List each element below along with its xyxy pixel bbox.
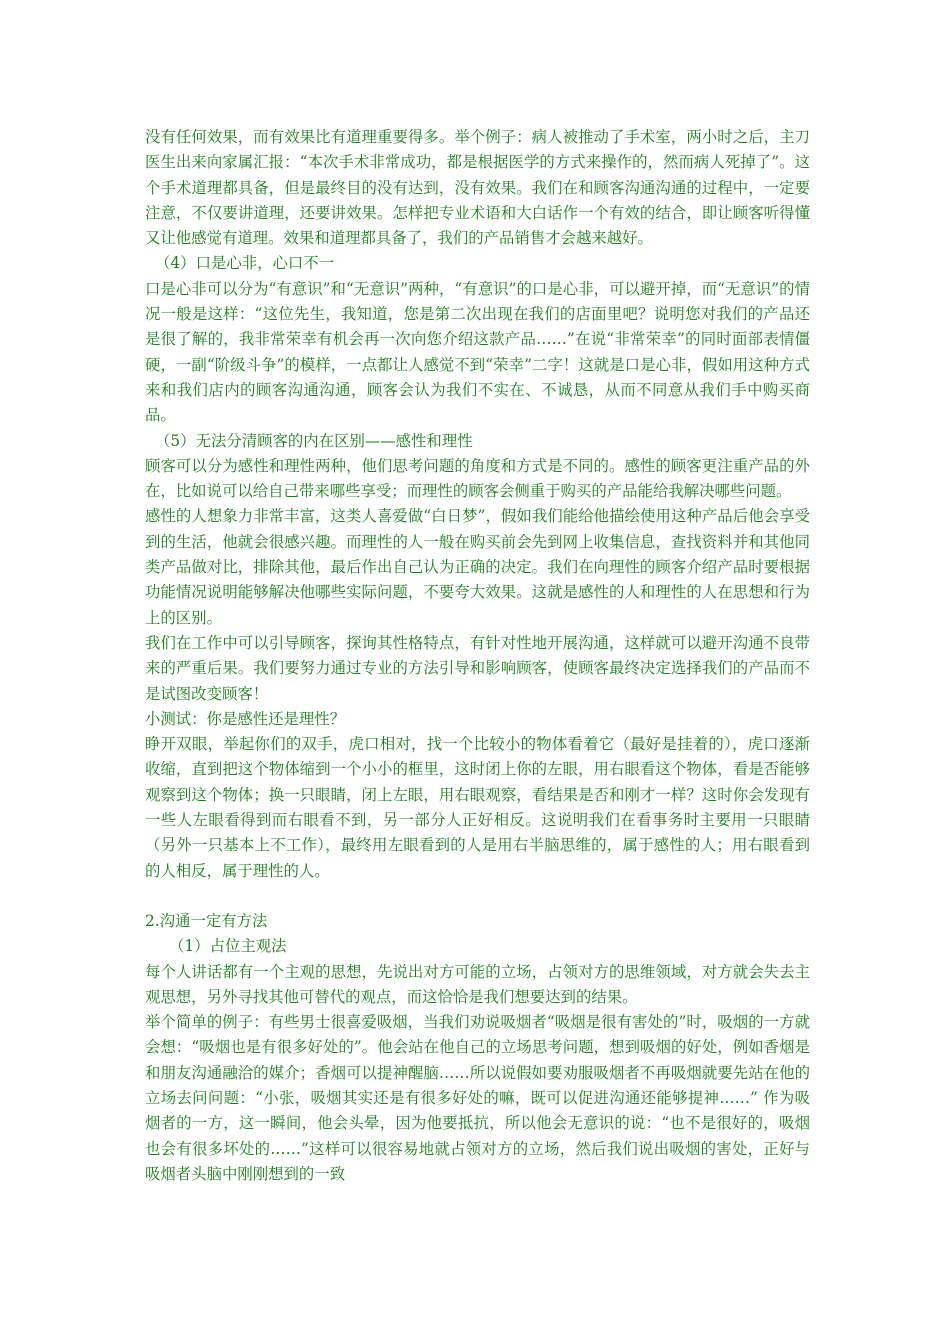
paragraph-smoking-example: 举个简单的例子：有些男士很喜爱吸烟，当我们劝说吸烟者“吸烟是很有害处的”时，吸烟的一方就会想：“吸烟也是有很多好处的”。他会站在他自己的立场思考问题，想到吸烟的好处，例如香烟是和朋友沟通融洽的媒介；香烟可以提神醒脑……所以说假如要劝服吸烟者不再吸烟就要先站在他的立场去问问题：“小张，吸烟其实还是有很多好处的嘛，既可以促进沟通还能够提神……” 作为吸烟者的一方，这一瞬间，他会头晕，因为他要抵抗，所以他会无意识的说：“也不是很好的，吸烟也会有很多坏处的……”这样可以很容易地就占领对方的立场，然后我们说出吸烟的害处，正好与吸烟者头脑中刚刚想到的一致 <box>145 1013 810 1183</box>
paragraph-guide-customers: 我们在工作中可以引导顾客，探询其性格特点，有针对性地开展沟通，这样就可以避开沟通不良带来的严重后果。我们要努力通过专业的方法引导和影响顾客，使顾客最终决定选择我们的产品而不是试图改变顾客！ <box>145 633 810 703</box>
paragraph-insincerity: 口是心非可以分为“有意识”和“无意识”两种，“有意识”的口是心非，可以避开掉，而“无意识”的情况一般是这样：“这位先生，我知道，您是第二次出现在我们的店面里吧？说明您对我们的产品还是很了解的，我非常荣幸有机会再一次向您介绍这款产品……”在说“非常荣幸”的同时面部表情僵硬，一副“阶级斗争”的模样，一点都让人感觉不到“荣幸”二字！这就是口是心非，假如用这种方式来和我们店内的顾客沟通沟通，顾客会认为我们不实在、不诚恳，从而不同意从我们手中购买商品。 <box>145 279 810 425</box>
section-heading-2: 2.沟通一定有方法 <box>145 911 268 930</box>
paragraph-subjective-position: 每个人讲话都有一个主观的思想，先说出对方可能的立场，占领对方的思维领域，对方就会失去主观思想，另外寻找其他可替代的观点，而这恰恰是我们想要达到的结果。 <box>145 962 810 1006</box>
paragraph-emotional-vs-rational: 感性的人想象力非常丰富，这类人喜爱做“白日梦”，假如我们能给他描绘使用这种产品后他会享受到的生活，他就会很感兴趣。而理性的人一般在购买前会先到网上收集信息，查找资料并和其他同类产品做对比，排除其他，最后作出自己认为正确的决定。我们在向理性的顾客介绍产品时要根据功能情况说明能够解决他哪些实际问题，不要夸大效果。这就是感性的人和理性的人在思想和行为上的区别。 <box>145 507 810 627</box>
paragraph-customer-types: 顾客可以分为感性和理性两种，他们思考问题的角度和方式是不同的。感性的顾客更注重产品的外在，比如说可以给自己带来哪些享受；而理性的顾客会侧重于购买的产品能给我解决哪些问题。 <box>145 456 810 501</box>
paragraph-effect-vs-reason: 没有任何效果，而有效果比有道理重要得多。举个例子：病人被推动了手术室，两小时之后，主刀医生出来向家属汇报：“本次手术非常成功，都是根据医学的方式来操作的，然而病人死掉了”。这个手术道理都具备，但是最终目的没有达到，没有效果。我们在和顾客沟通沟通的过程中，一定要注意，不仅要讲道理，还要讲效果。怎样把专业术语和大白话作一个有效的结合，即让顾客听得懂又让他感觉有道理。效果和道理都具备了，我们的产品销售才会越来越好。 <box>145 128 810 248</box>
section-heading-5: （5）无法分清顾客的内在区别——感性和理性 <box>155 431 473 450</box>
section-heading-4: （4）口是心非，心口不一 <box>155 254 335 273</box>
document-body <box>145 125 810 1187</box>
quiz-heading: 小测试：你是感性还是理性？ <box>145 709 346 728</box>
section-gap <box>145 884 810 909</box>
subsection-heading-2-1: （1）占位主观法 <box>169 937 287 956</box>
paragraph-quiz-instructions: 睁开双眼，举起你们的双手，虎口相对，找一个比较小的物体看着它（最好是挂着的），虎口逐渐收缩，直到把这个物体缩到一个小小的框里，这时闭上你的左眼，用右眼看这个物体，看是否能够观察到这个物体；换一只眼睛，闭上左眼，用右眼观察，看结果是否和刚才一样？这时你会发现有一些人左眼看得到而右眼看不到，另一部分人正好相反。这说明我们在看事务时主要用一只眼睛（另外一只基本上不工作），最终用左眼看到的人是用右半脑思维的，属于感性的人；用右眼看到的人相反，属于理性的人。 <box>145 735 810 880</box>
